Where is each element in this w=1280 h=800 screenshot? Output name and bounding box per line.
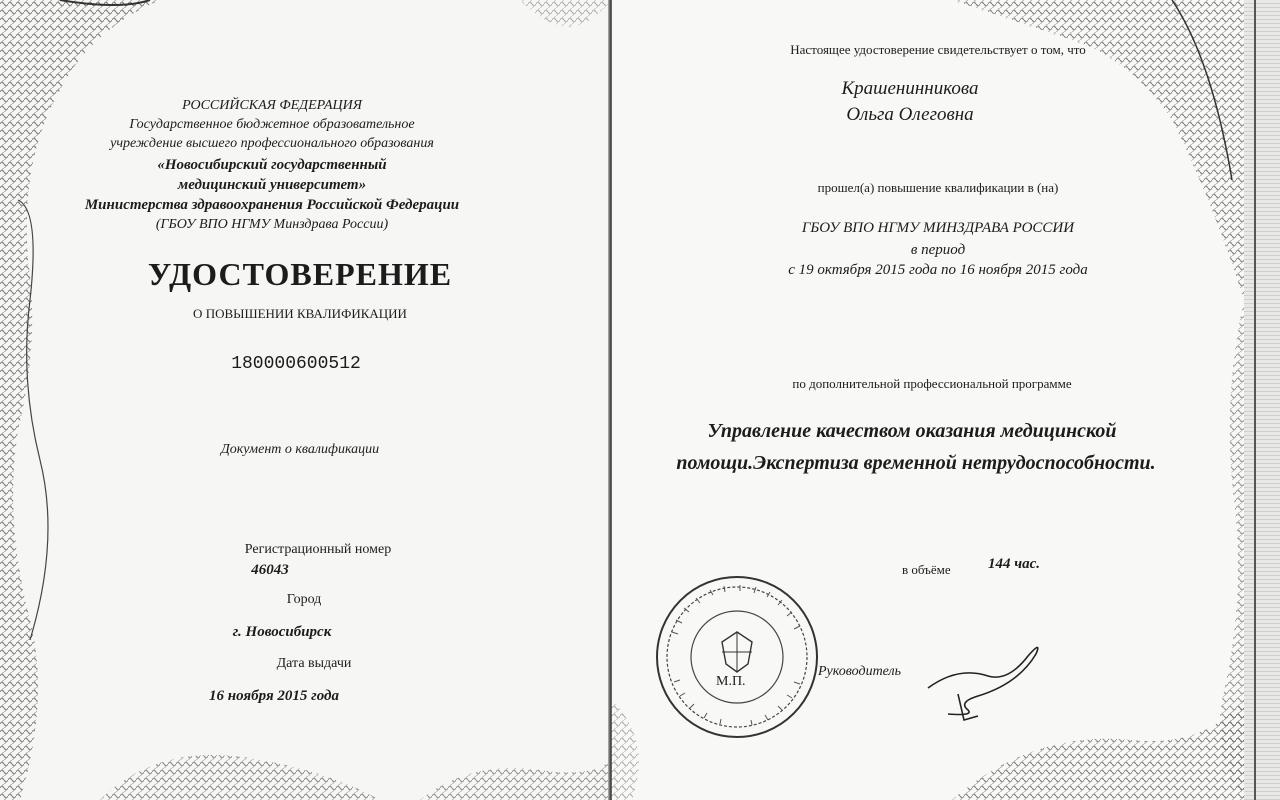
- passed-text: прошел(а) повышение квалификации в (на): [817, 180, 1059, 195]
- document-number: 180000600512: [231, 354, 361, 374]
- header-line: Министерства здравоохранения Российской Федерации: [84, 197, 460, 213]
- registration-label: Регистрационный номер: [244, 542, 392, 557]
- header-line: медицинский университет»: [177, 177, 367, 193]
- holder-surname: Крашенинникова: [841, 78, 979, 99]
- document-type: Документ о квалификации: [220, 442, 380, 457]
- volume-value: 144 час.: [988, 556, 1041, 572]
- issue-date-value: 16 ноября 2015 года: [209, 688, 339, 704]
- header-line: (ГБОУ ВПО НГМУ Минздрава России): [155, 217, 389, 232]
- intro-text: Настоящее удостоверение свидетельствует о том, что: [790, 42, 1086, 57]
- period-dates: с 19 октября 2015 года по 16 ноября 2015 года: [788, 262, 1088, 278]
- program-title-line2: помощи.Экспертиза временной нетрудоспособности.: [676, 452, 1156, 474]
- city-value: г. Новосибирск: [232, 624, 332, 640]
- header-line: учреждение высшего профессионального образования: [110, 136, 434, 151]
- stamp-label: М.П.: [716, 674, 746, 689]
- issue-date-label: Дата выдачи: [276, 656, 352, 671]
- page-edge: [1244, 0, 1280, 800]
- signature: [918, 636, 1068, 726]
- registration-number: 46043: [251, 562, 289, 578]
- program-label: по дополнительной профессиональной программе: [792, 376, 1072, 391]
- official-seal: [652, 572, 822, 742]
- head-label: Руководитель: [818, 664, 902, 679]
- volume-label: в объёме: [902, 562, 951, 577]
- header-line: «Новосибирский государственный: [157, 157, 387, 173]
- document-subtitle: О ПОВЫШЕНИИ КВАЛИФИКАЦИИ: [193, 306, 407, 321]
- program-title-line1: Управление качеством оказания медицинской: [707, 420, 1117, 442]
- institution-name: ГБОУ ВПО НГМУ МИНЗДРАВА РОССИИ: [801, 220, 1075, 236]
- period-label: в период: [910, 242, 966, 258]
- left-page: [0, 0, 612, 800]
- city-label: Город: [286, 592, 322, 607]
- holder-name: Ольга Олеговна: [846, 104, 974, 125]
- document-title: УДОСТОВЕРЕНИЕ: [147, 256, 453, 292]
- header-line: Государственное бюджетное образовательное: [129, 117, 415, 132]
- header-line: РОССИЙСКАЯ ФЕДЕРАЦИЯ: [182, 98, 362, 113]
